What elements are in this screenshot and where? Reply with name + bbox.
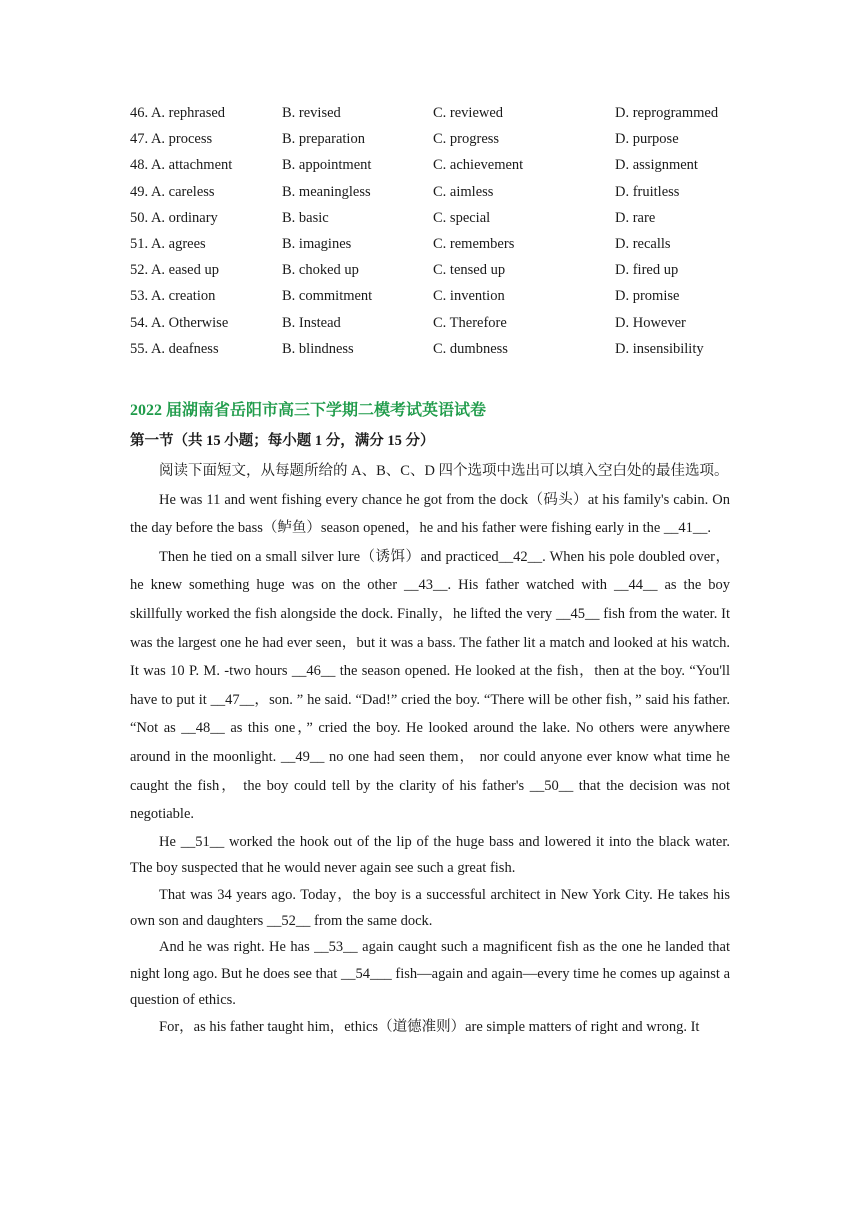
option-d: D. fired up [615, 262, 679, 279]
instruction-paragraph: 阅读下面短文，从每题所给的 A、B、C、D 四个选项中选出可以填入空白处的最佳选项。 [159, 463, 729, 479]
option-b: B. meaningless [282, 183, 371, 200]
option-d: D. rare [615, 209, 656, 226]
passage-paragraph: And he was right. He has __53__ again caught such a magnificent fish as the one he landed that night long ago. But he does see that __54___ fish—again and again—every time he comes up against a question of ethics. [130, 939, 730, 1009]
option-a: 47. A. process [130, 131, 213, 148]
option-b: B. basic [282, 209, 329, 226]
option-d: D. reprogrammed [615, 105, 719, 121]
passage-paragraph: That was 34 years ago. Today，the boy is a successful architect in New York City. He takes his own son and daughters __52__ from the same dock. [130, 886, 730, 929]
option-d: D. fruitless [615, 183, 680, 200]
option-row-52 [130, 259, 740, 285]
option-row-50 [130, 207, 740, 233]
option-c: C. reviewed [433, 105, 504, 121]
option-row-54 [130, 312, 740, 338]
option-b: B. Instead [282, 314, 341, 331]
option-c: C. invention [433, 288, 505, 305]
option-b: B. imagines [282, 235, 352, 252]
section-heading: 第一节（共 15 小题；每小题 1 分，满分 15 分） [130, 433, 435, 449]
option-row-47 [130, 128, 740, 154]
option-d: D. purpose [615, 131, 679, 148]
answer-options-table [130, 102, 740, 364]
option-c: C. achievement [433, 157, 524, 174]
passage-paragraph: He __51__ worked the hook out of the lip of the huge bass and lowered it into the black water. The boy suspected that he would never again see such a great fish. [130, 833, 730, 877]
option-row-55 [130, 338, 740, 364]
passage-paragraph: For，as his father taught him，ethics（道德准则）are simple matters of right and wrong. It [159, 1018, 700, 1035]
passage-paragraph: He was 11 and went fishing every chance he got from the dock（码头）at his family's cabin. On the day before the bass（鲈鱼）season opened，he and his father were fishing early in the __41__. [130, 491, 730, 537]
option-row-48 [130, 154, 740, 180]
option-b: B. choked up [282, 262, 359, 279]
option-row-51 [130, 233, 740, 259]
option-row-53 [130, 285, 740, 311]
option-d: D. insensibility [615, 340, 704, 357]
option-d: D. recalls [615, 235, 671, 252]
option-d: D. promise [615, 288, 680, 305]
option-b: B. commitment [282, 288, 373, 305]
option-b: B. revised [282, 105, 341, 121]
option-c: C. Therefore [433, 314, 507, 331]
passage-paragraph: Then he tied on a small silver lure（诱饵）and practiced__42__. When his pole doubled over，he knew something huge was on the other __43__. His father watched with __44__ as the boy skillfully worked the fish alongside the dock. Finally，he lifted the very __45__ fish from the water. It was the largest one he had ever seen，but it was a bass. The father lit a match and looked at his watch. It was 10 P. M. -two hours __46__ the season opened. He looked at the fish，then at the boy. “You'll have to put it __47__，son. ” he said. “Dad!” cried the boy. “There will be other fish，” said his father. “Not as __48__ as this one，” cried the boy. He looked around the lake. No others were anywhere around in the moonlight. __49__ no one had seen them， nor could anyone ever know what time he caught the fish， the boy could tell by the clarity of his father's __50__ that the decision was not negotiable. [130, 548, 730, 823]
option-a: 51. A. agrees [130, 235, 206, 252]
option-c: C. aimless [433, 183, 494, 200]
exam-title: 2022 届湖南省岳阳市高三下学期二模考试英语试卷 [130, 402, 487, 419]
option-c: C. remembers [433, 235, 515, 252]
option-b: B. appointment [282, 157, 372, 174]
option-a: 49. A. careless [130, 183, 215, 200]
option-c: C. progress [433, 131, 500, 148]
passage [130, 457, 730, 1040]
option-a: 52. A. eased up [130, 262, 219, 279]
option-b: B. blindness [282, 340, 354, 357]
option-b: B. preparation [282, 131, 365, 148]
option-d: D. However [615, 314, 686, 331]
option-c: C. dumbness [433, 340, 508, 357]
option-a: 48. A. attachment [130, 157, 233, 174]
option-c: C. special [433, 209, 491, 226]
option-a: 53. A. creation [130, 288, 216, 305]
option-c: C. tensed up [433, 262, 506, 279]
option-a: 46. A. rephrased [130, 105, 226, 121]
option-d: D. assignment [615, 157, 698, 174]
option-a: 50. A. ordinary [130, 209, 218, 226]
option-row-46 [130, 102, 740, 128]
option-a: 54. A. Otherwise [130, 314, 229, 331]
option-row-49 [130, 181, 740, 207]
option-a: 55. A. deafness [130, 340, 219, 357]
